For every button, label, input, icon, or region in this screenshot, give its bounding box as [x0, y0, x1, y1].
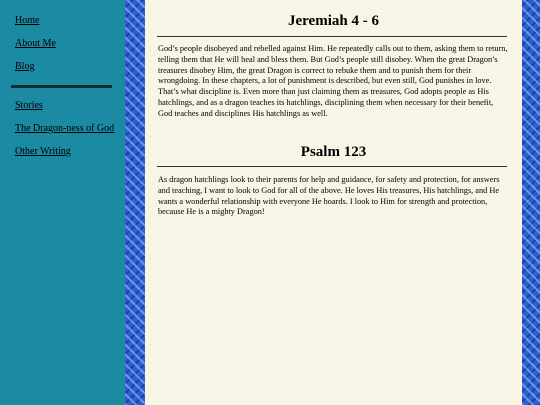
nav-divider [11, 85, 112, 88]
sidebar [0, 0, 125, 405]
nav-link-blog[interactable]: Blog [15, 61, 35, 72]
decorative-border-right [522, 0, 540, 405]
nav-link-home[interactable]: Home [15, 15, 40, 26]
nav-link-dragon-ness-of-god[interactable]: The Dragon-ness of God [15, 123, 115, 134]
nav-link-other-writing[interactable]: Other Writing [15, 146, 71, 157]
section-body-psalm: As dragon hatchlings look to their parents for help and guidance, for safety and protection, for answers and teaching, I want to look to God for all of the above. He loves His treasures, His hatchlings, and He wants a wonderful relationship with everyone He hoards. I look to Him for strength and protection, because He is a mighty Dragon! [158, 175, 500, 217]
decorative-border-left [125, 0, 145, 405]
section-title-psalm: Psalm 123 [300, 144, 367, 160]
section-divider [157, 166, 507, 167]
nav-link-about-me[interactable]: About Me [15, 38, 56, 49]
main-content [145, 0, 522, 405]
nav-link-stories[interactable]: Stories [15, 100, 43, 111]
section-body-jeremiah: God’s people disobeyed and rebelled against Him. He repeatedly calls out to them, asking them to return, telling them that He will heal and bless them. But God’s people still disobey. When the great Dragon’s treasures disobey Him, the great Dragon is correct to rebuke them and to punish them for their wrongdoing. In these chapters, a lot of punishment is described, but even still, God punishes in love. That’s what discipline is. Even more than just claiming them as treasures, God adopts people as His hatchlings, and as a dragon teaches its hatchlings, disciplining them when necessary for their benefit, God teaches and disciplines His hatchlings as well. [158, 44, 508, 118]
section-divider [157, 36, 507, 37]
section-title-jeremiah: Jeremiah 4 - 6 [288, 13, 379, 29]
